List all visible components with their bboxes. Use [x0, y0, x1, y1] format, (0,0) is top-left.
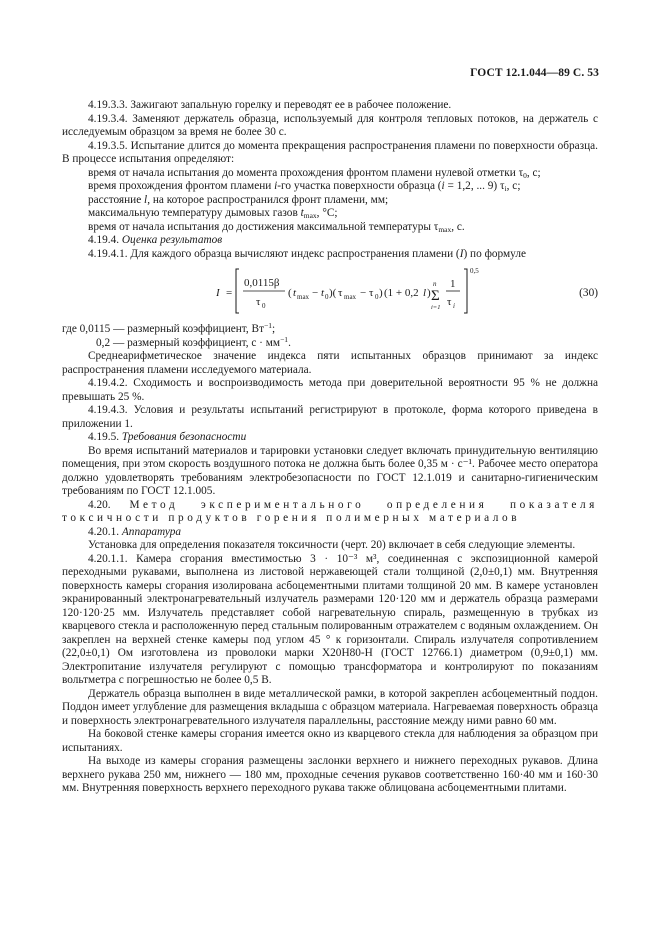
list-item: время от начала испытания до достижения максимальной температуры $\tau_{max}$, с. [88, 220, 465, 234]
svg-text:max: max [344, 293, 357, 301]
formula-bracket-left [236, 269, 239, 313]
svg-text:(: ( [288, 287, 292, 299]
svg-text:): ) [427, 287, 431, 299]
paragraph: Во время испытаний материалов и тарировки установки следует включать принудительную вентиляцию помещения, при этом скорость воздушного потока не должна быть более 0,35 м · с⁻¹. Рабочее место оператора должно удовлетворять требованиям электробезопасности по ГОСТ 12.1.019 и санитарно-гигиеническим требованиям по ГОСТ 12.1.005. [62, 444, 598, 497]
paragraph: 4.19.4.1. Для каждого образца вычисляют индекс распространения пламени (I) по формуле [88, 247, 526, 260]
svg-text:0,5: 0,5 [470, 267, 479, 275]
section-heading: 4.20.1. Аппаратура [88, 525, 182, 538]
svg-text:τ: τ [338, 287, 343, 299]
svg-text:): ) [379, 287, 383, 299]
svg-text:Σ: Σ [431, 288, 440, 304]
list-item: время от начала испытания до момента прохождения фронтом пламени нулевой отметки $\tau_0$, с; [88, 166, 541, 180]
svg-text:)(: )( [329, 287, 337, 299]
svg-text:−: − [360, 287, 367, 299]
paragraph: 4.19.4.3. Условия и результаты испытаний регистрируют в протоколе, форма которого приведена в приложении 1. [62, 404, 598, 430]
svg-text:l: l [423, 287, 427, 299]
equation-number: (30) [579, 287, 598, 299]
section-heading: 4.19.5. Требования безопасности [88, 431, 247, 443]
svg-text:=: = [226, 287, 233, 299]
svg-text:0: 0 [262, 302, 266, 310]
list-item: максимальную температуру дымовых газов $t_{max}$, °С; [88, 207, 338, 220]
page-header: ГОСТ 12.1.044—89 С. 53 [470, 67, 599, 79]
formula-coef: 0,0115β [244, 277, 280, 289]
svg-text:τ: τ [256, 296, 261, 308]
formula-30 [212, 261, 512, 323]
svg-text:(1 + 0,2: (1 + 0,2 [384, 287, 419, 299]
paragraph: 4.19.4.2. Сходимость и воспроизводимость метода при доверительной вероятности 95 % не должна превышать 25 %. [62, 377, 598, 403]
svg-text:t: t [321, 287, 325, 299]
paragraph: Держатель образца выполнен в виде металлической рамки, в которой закреплен асбоцементный поддон. Поддон имеет углубление для размещения вкладыша с образцом материала. Нагреваемая поверхность образца и поверхность электронагревательного излучателя параллельны, расстояние между ними равно 60 мм. [62, 687, 598, 727]
svg-text:1: 1 [450, 278, 456, 290]
list-item: время прохождения фронтом пламени i-го участка поверхности образца (i = 1,2, ... 9) $\tau_i$, с; [88, 180, 521, 193]
svg-text:max: max [297, 293, 310, 301]
section-heading: 4.19.4. Оценка результатов [88, 234, 223, 246]
paragraph: На боковой стенке камеры сгорания имеется окно из кварцевого стекла для наблюдения за образцом при испытаниях. [62, 728, 598, 754]
svg-text:−: − [312, 287, 319, 299]
svg-text:0: 0 [375, 293, 379, 301]
paragraph: 4.19.3.3. Зажигают запальную горелку и переводят ее в рабочее положение. [88, 99, 452, 111]
svg-text:i: i [453, 302, 455, 310]
paragraph: 4.20.1.1. Камера сгорания вместимостью 3 · 10⁻³ м³, соединенная с экспозиционной камерой переходными рукавами, выполнена из листовой нержавеющей стали толщиной (2,0±0,1) мм. Внутренняя поверхность камеры сгорания изолирована асбоцементными плитами толщиной 20 мм. В камере установлен экранированный электронагревательный излучатель размерами 120·120 мм и держатель образца размерами 120·120·25 мм. Излучатель представляет собой нагревательную спираль, размещенную в трубках из кварцевого стекла и расположенную перед стальным полированным отражателем с водяным охлаждением. Он закреплен на верхней стенке камеры под углом 45 ° к горизонтали. Спираль излучателя сопротивлением (22,0±0,1) Ом изготовлена из проволоки марки Х20Н80-Н (ГОСТ 12766.1) диаметром (0,9±0,1) мм. Электропитание излучателя регулируют с помощью трансформатора и контролируют по показаниям вольтметра с погрешностью не более 0,5 В. [62, 552, 598, 686]
definition-row: где 0,0115 — размерный коэффициент, $Вт^{-1}$; [62, 321, 276, 335]
svg-text:i=1: i=1 [431, 304, 441, 311]
svg-text:t: t [293, 287, 297, 299]
paragraph: Установка для определения показателя токсичности (черт. 20) включает в себя следующие элементы. [88, 539, 576, 551]
svg-text:0: 0 [325, 293, 329, 301]
paragraph: Среднеарифметическое значение индекса пяти испытанных образцов принимают за индекс распространения пламени исследуемого материала. [62, 350, 598, 376]
list-item: расстояние l, на которое распространился фронт пламени, мм; [88, 193, 389, 206]
definition-row: 0,2 — размерный коэффициент, $с \cdot мм^{-1}$. [96, 334, 291, 349]
svg-text:τ: τ [447, 296, 452, 308]
paragraph: 4.19.3.4. Заменяют держатель образца, используемый для контроля тепловых потоков, на держатель с исследуемым образцом за время не более 30 с. [62, 112, 598, 138]
body-text [62, 99, 598, 796]
paragraph: 4.19.3.5. Испытание длится до момента прекращения распространения пламени по поверхности образца. В процессе испытания определяют: [62, 139, 598, 165]
formula-lhs: I [216, 287, 220, 299]
formula-bracket-right [464, 269, 467, 313]
svg-text:n: n [433, 280, 437, 288]
svg-text:τ: τ [369, 287, 374, 299]
paragraph: На выходе из камеры сгорания размещены заслонки верхнего и нижнего переходных рукавов. Длина верхнего рукава 250 мм, нижнего — 180 мм, проходные сечения рукавов соответственно 160·40 мм и 160·30 мм. Внутренняя поверхность верхнего переходного рукава также облицована асбоцементными плитами. [62, 755, 598, 794]
section-heading: 4.20. Метод экспериментального определения показателя токсичности продуктов горения полимерных материалов [62, 498, 598, 524]
formula-block [62, 261, 598, 323]
